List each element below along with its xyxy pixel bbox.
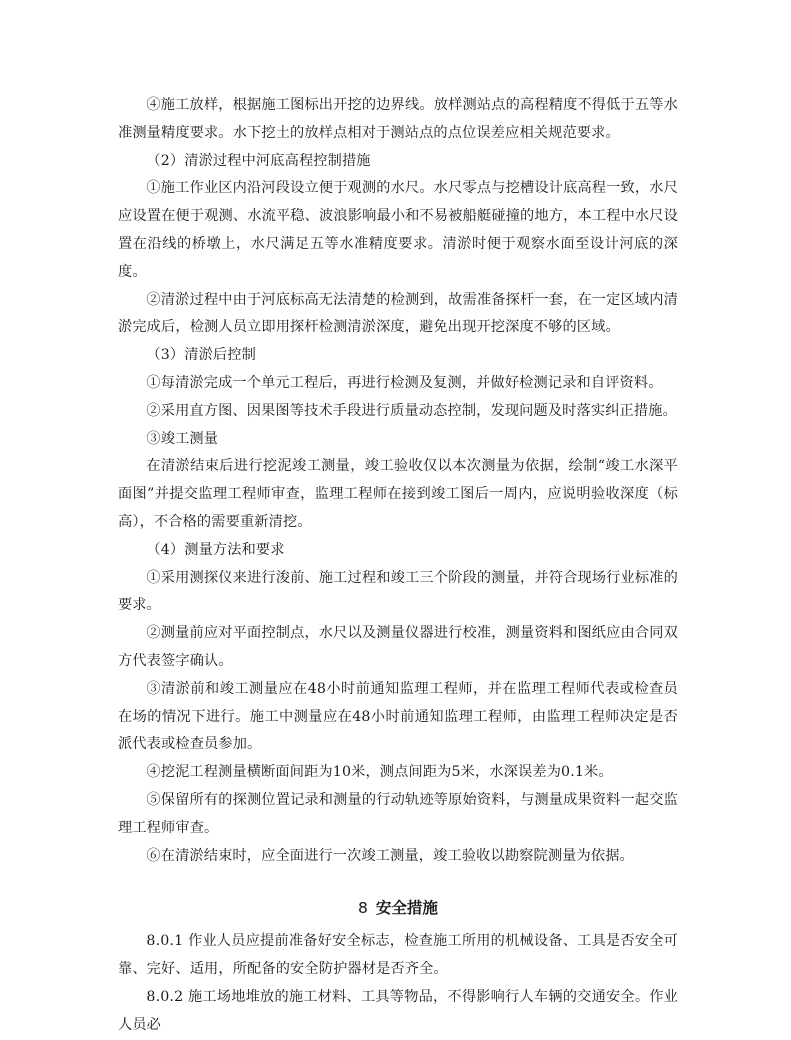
- paragraph: ①施工作业区内沿河段设立便于观测的水尺。水尺零点与挖槽设计底高程一致，水尺应设置在便于观测、水流平稳、波浪影响最小和不易被船艇碰撞的地方，本工程中水尺设置在沿线的桥墩上，水尺满足五等水准精度要求。清淤时便于观察水面至设计河底的深度。: [118, 180, 678, 280]
- section-number: 8: [358, 899, 368, 918]
- paragraph: ③竣工测量: [146, 430, 219, 447]
- section-heading: [118, 894, 678, 922]
- subheading: （4）测量方法和要求: [146, 541, 285, 558]
- paragraph: ①每清淤完成一个单元工程后，再进行检测及复测，并做好检测记录和自评资料。: [146, 374, 663, 391]
- paragraph: ⑤保留所有的探测位置记录和测量的行动轨迹等原始资料，与测量成果资料一起交监理工程师审查。: [118, 791, 678, 836]
- paragraph: ③清淤前和竣工测量应在48小时前通知监理工程师，并在监理工程师代表或检查员在场的情况下进行。施工中测量应在48小时前通知监理工程师，由监理工程师决定是否派代表或检查员参加。: [118, 680, 678, 753]
- document-page: [118, 92, 678, 1040]
- section-title: 安全措施: [375, 899, 438, 918]
- section-7-body: [118, 92, 678, 870]
- paragraph: ④施工放样，根据施工图标出开挖的边界线。放样测站点的高程精度不得低于五等水准测量精度要求。水下挖土的放样点相对于测站点的点位误差应相关规范要求。: [118, 97, 678, 141]
- paragraph: ②清淤过程中由于河底标高无法清楚的检测到，故需准备探杆一套，在一定区域内清淤完成后，检测人员立即用探杆检测清淤深度，避免出现开挖深度不够的区域。: [118, 291, 678, 336]
- section-8-body: [118, 928, 678, 1039]
- paragraph: ②测量前应对平面控制点，水尺以及测量仪器进行校准，测量资料和图纸应由合同双方代表签字确认。: [118, 625, 678, 669]
- paragraph: 在清淤结束后进行挖泥竣工测量，竣工验收仅以本次测量为依据，绘制“竣工水深平面图”并提交监理工程师审查，监理工程师在接到竣工图后一周内，应说明验收深度（标高），不合格的需要重新清挖。: [118, 458, 678, 530]
- paragraph: 8.0.1 作业人员应提前准备好安全标志，检查施工所用的机械设备、工具是否安全可靠、完好、适用，所配备的安全防护器材是否齐全。: [118, 933, 678, 978]
- paragraph: ②采用直方图、因果图等技术手段进行质量动态控制，发现问题及时落实纠正措施。: [146, 402, 677, 419]
- paragraph: ①采用测探仪来进行浚前、施工过程和竣工三个阶段的测量，并符合现场行业标准的要求。: [118, 569, 678, 614]
- paragraph: ④挖泥工程测量横断面间距为10米，测点间距为5米，水深误差为0.1米。: [146, 764, 613, 781]
- paragraph: 8.0.2 施工场地堆放的施工材料、工具等物品，不得影响行人车辆的交通安全。作业人员必: [118, 988, 678, 1033]
- paragraph: ⑥在清淤结束时，应全面进行一次竣工测量，竣工验收以勘察院测量为依据。: [146, 847, 634, 864]
- subheading: （2）清淤过程中河底高程控制措施: [146, 152, 371, 169]
- subheading: （3）清淤后控制: [146, 347, 256, 364]
